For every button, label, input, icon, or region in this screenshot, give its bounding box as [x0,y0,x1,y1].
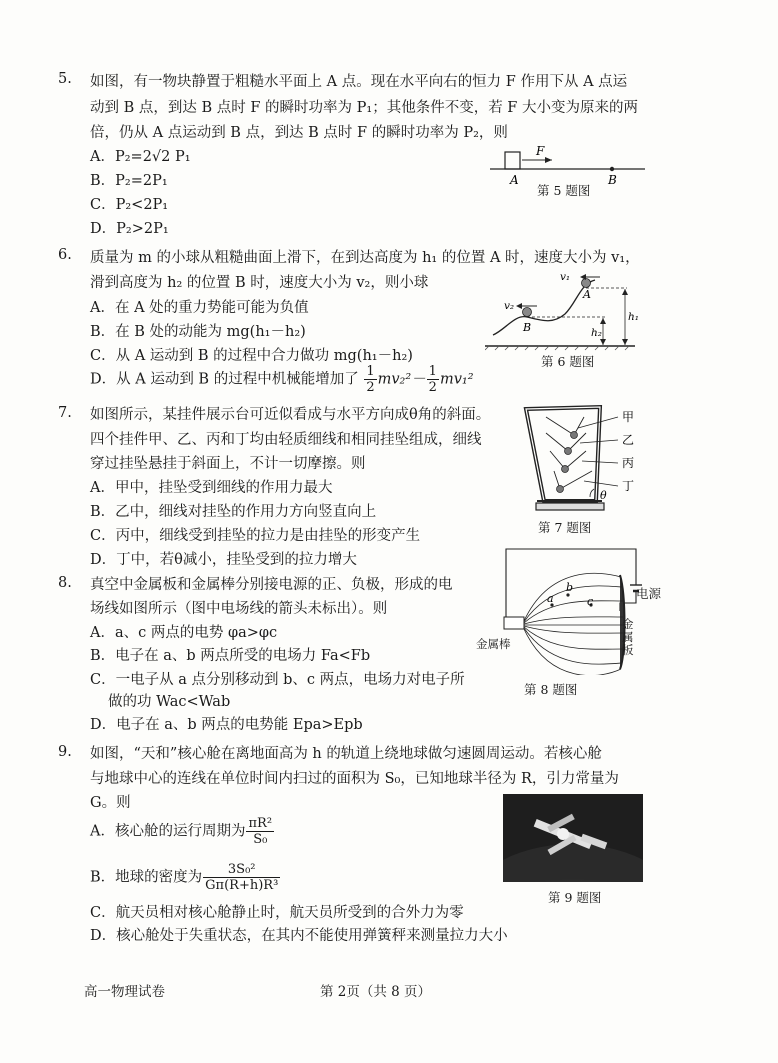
metal-rod-icon [504,617,524,629]
h1-label: h₁ [628,311,639,323]
option-b: B．P₂=2P₁ [90,173,168,189]
numerator: 1 [366,364,375,379]
option-b: B．电子在 a、b 两点所受的电场力 Fa<Fb [90,648,371,664]
numerator: 3S₀² [203,862,280,878]
metal-rod-label: 金属棒 [476,637,511,651]
option-d: D．核心舱处于失重状态，在其内不能使用弹簧秤来测量拉力大小 [90,928,508,944]
figure-6-curved-track [485,262,640,354]
question-stem-line: 与地球中心的连线在单位时间内扫过的面积为 S₀，已知地球半径为 R，引力常量为 [90,771,619,787]
h2-label: h₂ [591,327,602,339]
question-stem-line: G。则 [90,795,131,811]
power-source-label: 电源 [636,586,662,601]
footer-page-number: 第 2页（共 8 页） [320,984,432,1000]
ball-b-icon [523,308,532,317]
fraction [364,364,376,395]
option-d: D．丁中，若θ减小，挂坠受到的拉力增大 [90,552,357,568]
question-number: 5. [58,71,72,87]
numerator: 1 [428,364,437,379]
figure-caption: 第 8 题图 [524,682,578,697]
denominator: 2 [428,380,437,395]
question-number: 6. [58,247,72,263]
metal-plate-label: 金属板 [622,617,634,657]
v2-label: v₂ [504,300,515,312]
option-a: A．P₂=2√2 P₁ [90,149,191,165]
denominator: S₀ [253,832,268,847]
force-label: F [536,144,545,158]
question-stem-line: 倍，仍从 A 点运动到 B 点，到达 B 点时 F 的瞬时功率为 P₂，则 [90,125,508,141]
term: mv₁² [439,371,474,388]
option-a-prefix: A．核心舱的运行周期为 [90,823,246,840]
fraction [203,862,280,893]
point-a-label: A [583,288,591,301]
label-yi: 乙 [622,433,635,447]
figure-caption: 第 6 题图 [541,354,595,369]
figure-7-pendant-stand [520,403,645,513]
question-stem-line: 真空中金属板和金属棒分别接电源的正、负极，形成的电 [90,577,453,593]
point-b-label: b [566,581,574,594]
option-c: C．一电子从 a 点分别移动到 b、c 两点，电场力对电子所 [90,672,465,688]
block-icon [505,152,520,169]
option-b-prefix: B．地球的密度为 [90,869,203,886]
label-bing: 丙 [622,456,635,470]
v1-label: v₁ [560,271,571,283]
point-b-label: B [523,321,532,334]
option-c: C．从 A 运动到 B 的过程中合力做功 mg(h₁－h₂) [90,348,413,364]
fraction [427,364,439,395]
question-stem-line: 如图所示，某挂件展示台可近似看成与水平方向成θ角的斜面。 [90,407,491,423]
fraction [246,816,274,847]
label-jia: 甲 [622,410,635,424]
option-d: D．电子在 a、b 两点的电势能 Epa>Epb [90,717,363,733]
point-a-label: a [547,592,554,605]
theta-label: θ [600,489,607,502]
denominator: 2 [366,380,375,395]
option-b: B．在 B 处的动能为 mg(h₁－h₂) [90,324,306,340]
option-b [90,862,281,893]
figure-9-space-station-photo [503,794,643,882]
question-stem-line: 四个挂件甲、乙、丙和丁均由轻质细线和相同挂坠组成，细线 [90,432,482,448]
stand-base-icon [536,503,604,510]
question-stem-line: 如图，有一物块静置于粗糙水平面上 A 点。现在水平向右的恒力 F 作用下从 A 点运 [90,74,628,90]
option-c-continued: 做的功 Wac<Wab [108,694,231,710]
option-a: A．在 A 处的重力势能可能为负值 [90,300,309,316]
point-b-label: B [608,173,617,187]
point-a-label: A [510,173,519,187]
option-d-prefix: D．从 A 运动到 B 的过程中机械能增加了 [90,371,359,388]
option-d [90,364,474,395]
figure-caption: 第 5 题图 [537,183,591,198]
figure-caption: 第 7 题图 [538,520,592,535]
option-c: C．航天员相对核心舱静止时，航天员所受到的合外力为零 [90,905,464,921]
question-number: 9. [58,744,72,760]
option-b: B．乙中，细线对挂坠的作用力方向竖直向上 [90,504,377,520]
question-number: 7. [58,405,72,421]
question-stem-line: 滑到高度为 h₂ 的位置 B 时，速度大小为 v₂，则小球 [90,275,429,291]
question-stem-line: 如图，“天和”核心舱在离地面高为 h 的轨道上绕地球做匀速圆周运动。若核心舱 [90,746,602,762]
option-a [90,816,275,847]
option-a: A．a、c 两点的电势 φa>φc [90,625,278,641]
label-ding: 丁 [622,479,635,493]
option-d: D．P₂>2P₁ [90,221,169,237]
term: mv₂²－ [377,371,426,388]
footer-exam-title: 高一物理试卷 [84,984,165,1000]
question-stem-line: 动到 B 点，到达 B 点时 F 的瞬时功率为 P₁；其他条件不变，若 F 大小变为原来的两 [90,100,638,116]
point-c-label: c [587,595,594,608]
denominator: Gπ(R+h)R³ [205,878,279,893]
question-stem-line: 穿过挂坠悬挂于斜面上，不计一切摩擦。则 [90,456,366,472]
question-stem-line: 场线如图所示（图中电场线的箭头未标出）。则 [90,601,388,617]
figure-caption: 第 9 题图 [548,890,602,905]
question-stem-line: 质量为 m 的小球从粗糙曲面上滑下，在到达高度为 h₁ 的位置 A 时，速度大小为 v₁， [90,250,640,266]
question-number: 8. [58,575,72,591]
numerator: πR² [248,816,273,831]
option-c: C．丙中，细线受到挂坠的拉力是由挂坠的形变产生 [90,528,421,544]
option-a: A．甲中，挂坠受到细线的作用力最大 [90,480,333,496]
option-c: C．P₂<2P₁ [90,197,169,213]
